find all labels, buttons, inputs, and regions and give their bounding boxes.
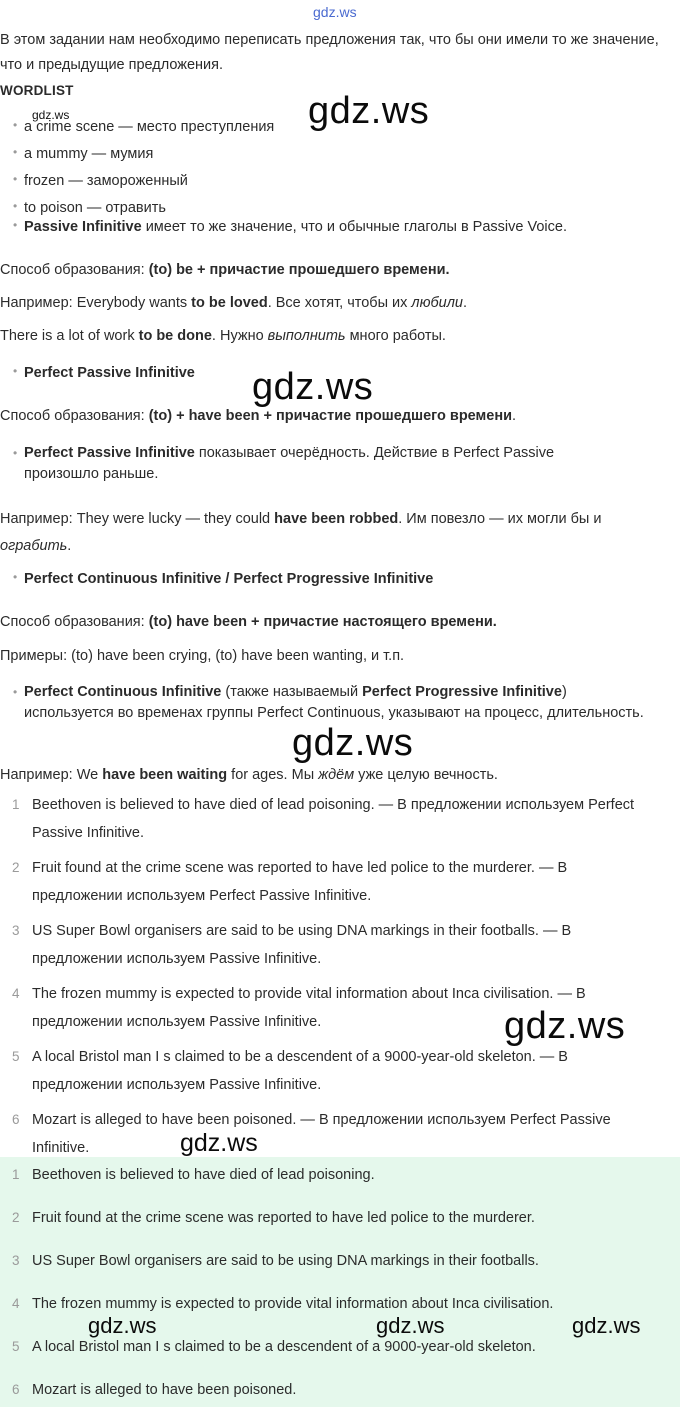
watermark-top[interactable]: gdz.ws [313, 4, 357, 20]
answer-item: 6 Mozart is alleged to have been poisoned. [12, 1382, 297, 1398]
answer-item: 4 The frozen mummy is expected to provide vital information about Inca civilisation. [12, 1296, 554, 1312]
explanation-item: 5 A local Bristol man I s claimed to be a descendent of a 9000-year-old skeleton. — В предложении используем Passive Infinitive. [12, 1049, 568, 1093]
intro-text: В этом задании нам необходимо переписать предложения так, что бы они имели то же значение, что и предыдущие предложения. [0, 32, 659, 73]
formation-line: Способ образования: (to) have been + причастие настоящего времени. [0, 614, 497, 630]
perfect-passive-bullet: • Perfect Passive Infinitive [12, 363, 618, 384]
answer-item: 3 US Super Bowl organisers are said to be using DNA markings in their footballs. [12, 1253, 539, 1269]
answer-item: 1 Beethoven is believed to have died of lead poisoning. [12, 1167, 375, 1183]
watermark-small: gdz.ws [32, 108, 70, 122]
explanation-item: 1 Beethoven is believed to have died of lead poisoning. — В предложении используем Perfect Passive Infinitive. [12, 797, 635, 841]
example-line: Например: We have been waiting for ages. Мы ждём уже целую вечность. [0, 767, 498, 783]
explanation-item: 2 Fruit found at the crime scene was reported to have led police to the murderer. — В предложении используем Perfect Passive Infinitive. [12, 860, 568, 904]
formation-line: Способ образования: (to) + have been + причастие прошедшего времени. [0, 408, 517, 424]
example-line: Например: They were lucky — they could have been robbed. Им повезло — их могли бы и ограбить. [0, 511, 602, 554]
explanation-item: 3 US Super Bowl organisers are said to be using DNA markings in their footballs. — В предложении используем Passive Infinitive. [12, 923, 572, 967]
explanation-item: 6 Mozart is alleged to have been poisoned. — В предложении используем Perfect Passive Infinitive. [12, 1112, 611, 1156]
examples-line: Примеры: (to) have been crying, (to) have been wanting, и т.п. [0, 648, 405, 664]
watermark-large: gdz.ws [252, 366, 374, 408]
watermark-medium: gdz.ws [88, 1313, 157, 1338]
wordlist-heading: WORDLIST [0, 83, 74, 98]
passive-infinitive-bullet: • Passive Infinitive имеет то же значение, что и обычные глаголы в Passive Voice. [12, 217, 618, 238]
watermark-medium: gdz.ws [376, 1313, 445, 1338]
wordlist-item: • frozen — замороженный [12, 171, 618, 192]
perfect-continuous-desc: • Perfect Continuous Infinitive (также называемый Perfect Progressive Infinitive) используется во временах группы Perfect Continuous, указывают на процесс, длительность. [12, 682, 650, 723]
answer-item: 2 Fruit found at the crime scene was reported to have led police to the murderer. [12, 1210, 535, 1226]
answer-item: 5 A local Bristol man I s claimed to be a descendent of a 9000-year-old skeleton. [12, 1339, 536, 1355]
explanation-item: 4 The frozen mummy is expected to provide vital information about Inca civilisation. — В предложении используем Passive Infinitive. [12, 986, 586, 1030]
perfect-continuous-bullet: • Perfect Continuous Infinitive / Perfect Progressive Infinitive [12, 569, 618, 590]
watermark-large: gdz.ws [292, 722, 414, 764]
wordlist-item: • a mummy — мумия [12, 144, 618, 165]
formation-line: Способ образования: (to) be + причастие прошедшего времени. [0, 262, 450, 278]
wordlist-item: • a crime scene — место преступления [12, 117, 618, 138]
example-line: There is a lot of work to be done. Нужно выполнить много работы. [0, 328, 446, 344]
wordlist-item: • to poison — отравить [12, 198, 618, 219]
watermark-large: gdz.ws [504, 1005, 626, 1047]
watermark-medium: gdz.ws [180, 1129, 258, 1157]
example-line: Например: Everybody wants to be loved. Все хотят, чтобы их любили. [0, 295, 467, 311]
watermark-large: gdz.ws [308, 90, 430, 132]
answer-panel [0, 1157, 680, 1407]
watermark-medium: gdz.ws [572, 1313, 641, 1338]
perfect-passive-desc: • Perfect Passive Infinitive показывает очерёдность. Действие в Perfect Passive произошло раньше. [12, 443, 618, 485]
